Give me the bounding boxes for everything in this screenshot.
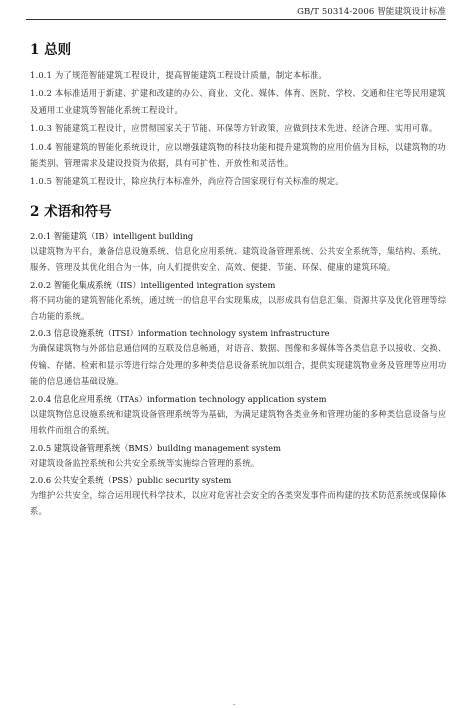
term-definition: 为维护公共安全，综合运用现代科学技术，以应对危害社会安全的各类突发事件而构建的技术防范系统或保障体系。 <box>30 489 447 517</box>
section-title-general: 1 总则 <box>30 42 72 58</box>
clause-1-0-4: 1.0.4 智能建筑的智能化系统设计，应以增强建筑物的科技功能和提升建筑物的应用价值为目标，以建筑物的功能类别、管理需求及建设投资为依据，具有可扩性、开放性和灵活性。 <box>30 141 446 169</box>
clause-1-0-5: 1.0.5 智能建筑工程设计，除应执行本标准外，尚应符合国家现行有关标准的规定。 <box>30 176 344 187</box>
term-definition: 以建筑物信息设施系统和建筑设备管理系统等为基础，为满足建筑物各类业务和管理功能的多种类信息设备与应用软件而组合的系统。 <box>30 408 447 436</box>
term-entry <box>30 326 450 389</box>
term-heading: 2.0.3 信息设施系统（ITSI）information technology system infrastructure <box>30 328 330 339</box>
term-entry <box>30 229 450 276</box>
term-heading: 2.0.2 智能化集成系统（IIS）intelligented integration system <box>30 279 276 290</box>
clause-1-0-3: 1.0.3 智能建筑工程设计，应贯彻国家关于节能、环保等方针政策，应做到技术先进、经济合理、实用可靠。 <box>30 123 438 134</box>
term-entry <box>30 473 450 520</box>
term-heading: 2.0.6 公共安全系统（PSS）public security system <box>30 474 232 485</box>
clause-1-0-2: 1.0.2 本标准适用于新建、扩建和改建的办公、商业、文化、媒体、体育、医院、学校、交通和住宅等民用建筑及通用工业建筑等智能化系统工程设计。 <box>30 88 446 115</box>
term-heading: 2.0.5 建筑设备管理系统（BMS）building management system <box>30 442 281 453</box>
term-entry <box>30 392 450 439</box>
term-definition: 以建筑物为平台，兼备信息设施系统、信息化应用系统、建筑设备管理系统、公共安全系统等，集结构、系统、服务、管理及其优化组合为一体，向人们提供安全、高效、便捷、节能、环保、健康的建筑环境。 <box>30 245 447 273</box>
clause-1-0-1: 1.0.1 为了规范智能建筑工程设计，提高智能建筑工程设计质量，制定本标准。 <box>30 70 327 80</box>
term-definition: 将不同功能的建筑智能化系统，通过统一的信息平台实现集成，以形成具有信息汇集、资源共享及优化管理等综合功能的系统。 <box>30 294 447 322</box>
term-heading: 2.0.1 智能建筑（IB）intelligent building <box>30 230 194 241</box>
document-body <box>30 38 450 521</box>
term-entry <box>30 278 450 325</box>
page-header-standard-label: GB/T 50314-2006 智能建筑设计标准 <box>297 7 446 17</box>
section-title-terms: 2 术语和符号 <box>30 203 112 220</box>
header-divider <box>26 19 446 20</box>
term-heading: 2.0.4 信息化应用系统（ITAs）information technology application system <box>30 393 327 404</box>
term-definition: 对建筑设备监控系统和公共安全系统等实施综合管理的系统。 <box>30 457 260 468</box>
term-entry <box>30 441 450 471</box>
term-definition: 为确保建筑物与外部信息通信网的互联及信息畅通，对语音、数据、图像和多媒体等各类信息予以接收、交换、传输、存储、检索和显示等进行综合处理的多种类信息设备系统加以组合，提供实现建筑物业务及管理等应用功能的信息通信基础设施。 <box>30 343 447 387</box>
page-number: . <box>233 699 236 707</box>
